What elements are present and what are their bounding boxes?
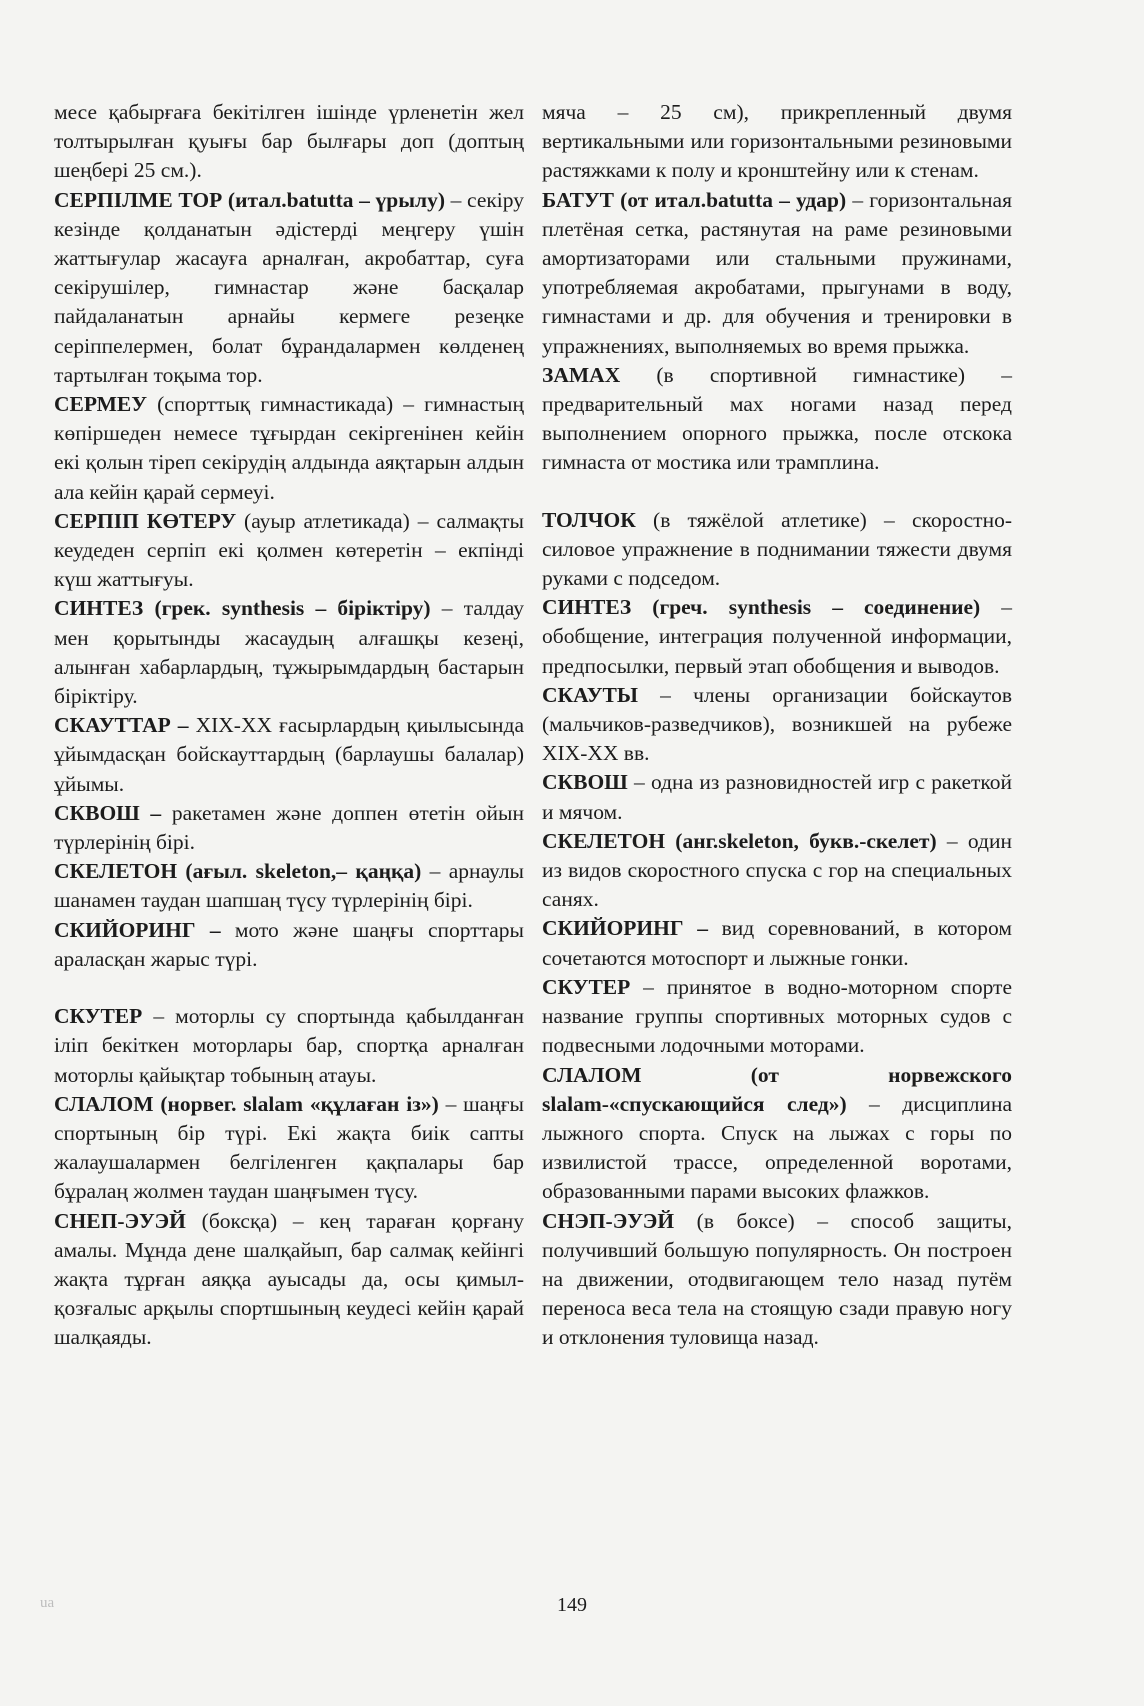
entry-definition: мото және шаңғы спорттары араласқан жарыс түрі. xyxy=(54,917,524,971)
russian-entry xyxy=(542,973,1012,1061)
entry-term: СКАУТЫ xyxy=(542,682,638,707)
entry-term: СКЕЛЕТОН (ағыл. skeleton,– қаңқа) xyxy=(54,859,422,884)
page-number: 149 xyxy=(557,1594,587,1616)
kazakh-entry xyxy=(54,857,524,915)
entry-term: СИНТЕЗ (греч. synthesis – соединение) xyxy=(542,595,981,620)
entry-term: СЕРПІП КӨТЕРУ xyxy=(54,508,237,533)
entry-term: СКИЙОРИНГ – xyxy=(54,917,221,942)
entry-term: БАТУТ (от итал.batutta – удар) xyxy=(542,187,847,212)
entry-term: СИНТЕЗ (грек. synthesis – біріктіру) xyxy=(54,596,431,621)
entry-term: СКЕЛЕТОН (анг.skeleton, букв.-скелет) xyxy=(542,828,937,853)
entry-term: ТОЛЧОК xyxy=(542,507,636,532)
russian-entry xyxy=(542,361,1012,478)
entry-term: СНЕП-ЭУЭЙ xyxy=(54,1208,186,1233)
russian-entry xyxy=(542,186,1012,361)
entry-term: СЛАЛОМ (от норвежского slalam-«спускающийся след») xyxy=(542,1062,1012,1116)
russian-entry xyxy=(542,827,1012,915)
right-column-russian xyxy=(542,98,1012,1353)
kazakh-entry xyxy=(54,594,524,711)
kazakh-entry xyxy=(54,390,524,507)
kazakh-entry xyxy=(54,98,524,186)
russian-entry xyxy=(542,593,1012,681)
entry-term: СНЭП-ЭУЭЙ xyxy=(542,1208,675,1233)
entry-definition: – арнаулы шанамен таудан шапшаң түсу түрлерінің бірі. xyxy=(54,859,524,913)
entry-definition: – талдау мен қорытынды жасаудың алғашқы кезеңі, алынған хабарлардың, тұжырымдардың бастарын біріктіру. xyxy=(54,596,524,709)
russian-entry xyxy=(542,506,1012,594)
kazakh-entry xyxy=(54,1002,524,1090)
entry-definition: (спорттық гимнастикада) – гимнастың көпіршеден немесе тұғырдан секіргенінен кейін екі қолын тіреп секірудің алдында аяқтарын алдын ала кейін қарай сермеуі. xyxy=(54,392,524,504)
entry-definition: XIX-XX ғасырлардың қиылысында ұйымдасқан бойскауттардың (барлаушы балалар) ұйымы. xyxy=(54,713,524,796)
entry-definition: – горизонтальная плетёная сетка, растянутая на раме резиновыми амортизаторами или стальными пружинами, употребляемая акробатами, прыгунами в воду, гимнастами и др. для обучения и тренировки в упражнениях, выполняемых во время прыжка. xyxy=(542,187,1012,358)
entry-definition: – принятое в водно-моторном спорте название группы спортивных моторных судов с подвесными лодочными моторами. xyxy=(542,974,1012,1058)
corner-mark: ua xyxy=(40,1595,55,1611)
entry-term: СКВОШ xyxy=(542,770,628,795)
russian-entry xyxy=(542,1061,1012,1207)
entry-term: СКУТЕР xyxy=(542,974,631,999)
entry-definition: – одна из разновидностей игр с ракеткой и мячом. xyxy=(542,770,1012,824)
entry-definition: – моторлы су спортында қабылданған іліп бекіткен моторлары бар, спортқа арналған моторлы қайықтар тобының атауы. xyxy=(54,1004,524,1087)
entry-term: СКВОШ – xyxy=(54,800,162,825)
russian-entry xyxy=(542,681,1012,769)
kazakh-entry xyxy=(54,507,524,595)
entry-definition: (в боксе) – способ защиты, получивший большую популярность. Он построен на движении, отодвигающем тело назад путём переноса веса тела на стоящую сзади правую ногу и отклонения туловища назад. xyxy=(542,1208,1012,1350)
kazakh-entry xyxy=(54,799,524,857)
entry-term: СЕРПІЛМЕ ТОР (итал.batutta – үрылу) xyxy=(54,187,446,212)
entry-definition: (боксқа) – кең тараған қорғану амалы. Мұнда дене шалқайып, бар салмақ кейінгі жақта тұрған аяққа ауысады да, осы қимыл-қозғалыс арқылы спортшының кеудесі кейін қарай шалқаяды. xyxy=(54,1208,524,1350)
entry-definition: (ауыр атлетикада) – салмақты кеудеден серпіп екі қолмен көтеретін – екпінді күш жаттығуы. xyxy=(54,508,524,592)
entry-term: СЛАЛОМ (норвег. slalam «құлаған із») xyxy=(54,1091,439,1116)
entry-definition: – один из видов скоростного спуска с гор на специальных санях. xyxy=(542,828,1012,912)
entry-term: СЕРМЕУ xyxy=(54,392,148,417)
entry-definition: вид соревнований, в котором сочетаются мотоспорт и лыжные гонки. xyxy=(542,916,1012,970)
entry-term: СКАУТТАР – xyxy=(54,713,189,738)
entry-definition: мяча – 25 см), прикрепленный двумя вертикальными или горизонтальными резиновыми растяжками к полу и кронштейну или к стенам. xyxy=(542,100,1012,183)
entry-definition: месе қабырғаға бекітілген ішінде үрленетін жел толтырылған қуығы бар былғары доп (доптың шеңбері 25 см.). xyxy=(54,100,524,183)
entry-term: ЗАМАХ xyxy=(542,362,621,387)
russian-entry xyxy=(542,768,1012,826)
kazakh-entry xyxy=(54,916,524,974)
entry-term: СКУТЕР xyxy=(54,1004,143,1029)
russian-entry xyxy=(542,914,1012,972)
entry-definition: (в спортивной гимнастике) – предварительный мах ногами назад перед выполнением опорного прыжка, после отскока гимнаста от мостика или трамплина. xyxy=(542,362,1012,475)
entry-term: СКИЙОРИНГ – xyxy=(542,916,708,941)
entry-definition: ракетамен және доппен өтетін ойын түрлерінің бірі. xyxy=(54,800,524,855)
russian-entry xyxy=(542,1207,1012,1353)
entry-definition: – секіру кезінде қолданатын әдістерді меңгеру үшін жаттығулар жасауға арналған, акробаттар, суға секірушілер, гимнастар және басқалар пайдаланатын арнайы кермеге резеңке серіппелермен, болат бұрандалармен көлденең тартылған тоқыма тор. xyxy=(54,187,524,387)
kazakh-entry xyxy=(54,1090,524,1207)
left-column-kazakh xyxy=(54,98,524,1353)
kazakh-entry xyxy=(54,711,524,799)
russian-entry xyxy=(542,98,1012,186)
entry-definition: (в тяжёлой атлетике) – скоростно-силовое упражнение в поднимании тяжести двумя руками с подседом. xyxy=(542,507,1012,591)
entry-definition: – члены организации бойскаутов (мальчиков-разведчиков), возникшей на рубеже XIX-XX вв. xyxy=(542,682,1012,766)
entry-definition: – дисциплина лыжного спорта. Спуск на лыжах с горы по извилистой трассе, определенной воротами, образованными парами высоких флажков. xyxy=(542,1091,1012,1204)
kazakh-entry xyxy=(54,186,524,390)
entry-definition: – шаңғы спортының бір түрі. Екі жақта биік сапты жалаушалармен белгіленген қақпалары бар бұралаң жолмен таудан шаңғымен түсу. xyxy=(54,1091,524,1204)
entry-definition: – обобщение, интеграция полученной информации, предпосылки, первый этап обобщения и выводов. xyxy=(542,595,1013,678)
kazakh-entry xyxy=(54,1207,524,1353)
